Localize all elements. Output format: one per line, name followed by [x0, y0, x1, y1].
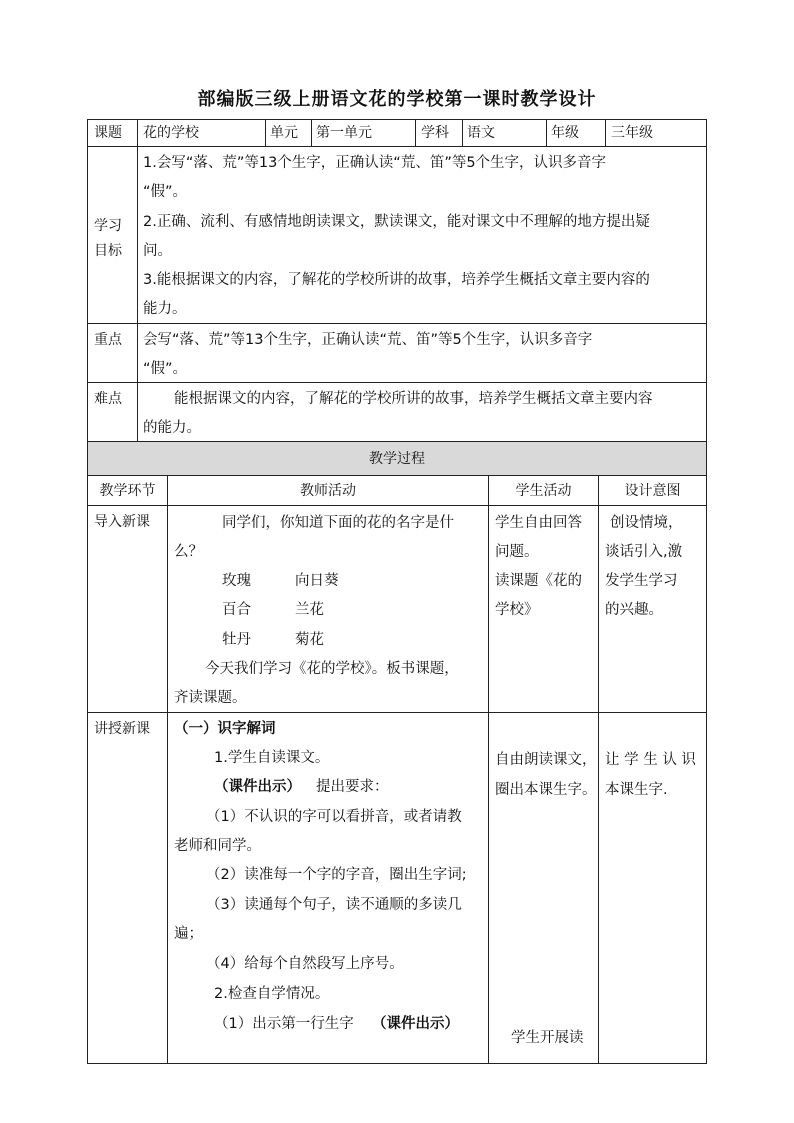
courseware-label: （课件出示） [372, 1016, 459, 1032]
lecture-student-line: 学生开展读 [511, 1030, 584, 1046]
intro-intent-line: 谈话引入,激 [605, 544, 683, 560]
document-title: 部编版三级上册语文花的学校第一课时教学设计 [197, 89, 597, 110]
goals-line: “假”。 [143, 184, 188, 200]
goals-line: 3.能根据课文的内容，了解花的学校所讲的故事，培养学生概括文章主要内容的 [143, 272, 650, 288]
lecture-substep: （1）出示第一行生字 [214, 1016, 354, 1032]
flower-sunflower: 向日葵 [295, 573, 339, 589]
lecture-stage: 讲授新课 [94, 721, 150, 737]
goals-label-line2: 目标 [94, 243, 122, 259]
column-header-teacher: 教师活动 [300, 483, 356, 499]
requirement-line: （1）不认识的字可以看拼音，或者请教 [206, 809, 462, 825]
unit-label: 单元 [270, 125, 298, 141]
difficulties-line: 的能力。 [143, 420, 201, 436]
process-header: 教学过程 [369, 451, 425, 467]
topic-label: 课题 [94, 125, 122, 141]
requirement-text: 提出要求： [316, 779, 389, 795]
section-title: （一）识字解词 [174, 721, 276, 737]
key-points-label: 重点 [94, 332, 122, 348]
subject-label: 学科 [421, 125, 449, 141]
column-header-intent: 设计意图 [624, 483, 681, 499]
unit-value: 第一单元 [316, 125, 372, 141]
lecture-student-line: 圈出本课生字。 [495, 782, 597, 798]
topic-value: 花的学校 [143, 125, 199, 141]
intro-teacher-line: 么？ [174, 544, 203, 560]
lecture-intent-line: 本课生字. [605, 782, 668, 798]
lecture-student-line: 自由朗读课文， [495, 752, 597, 768]
requirement-line: （4）给每个自然段写上序号。 [206, 956, 404, 972]
intro-intent-line: 的兴趣。 [605, 602, 663, 618]
intro-intent-line: 创设情境， [610, 515, 683, 531]
difficulties-label: 难点 [94, 391, 122, 407]
requirement-line: （3）读通每个句子，读不通顺的多读几 [206, 897, 462, 913]
flower-peony: 牡丹 [222, 632, 251, 648]
intro-stage: 导入新课 [94, 514, 150, 530]
flower-chrysanthemum: 菊花 [295, 632, 324, 648]
intro-student-line: 读课题《花的 [495, 573, 582, 589]
courseware-label: （课件出示） [214, 779, 301, 795]
flower-orchid: 兰花 [295, 602, 324, 618]
flower-rose: 玫瑰 [222, 573, 251, 589]
grade-label: 年级 [551, 125, 579, 141]
requirement-line: 老师和同学。 [174, 838, 261, 854]
goals-line: 1.会写“落、荒”等13个生字，正确认读“荒、笛”等5个生字，认识多音字 [143, 155, 607, 171]
key-points-line: 会写“落、荒”等13个生字，正确认读“荒、笛”等5个生字，认识多音字 [143, 332, 593, 348]
goals-label-line1: 学习 [94, 218, 122, 234]
intro-teacher-line: 同学们，你知道下面的花的名字是什 [222, 515, 454, 531]
goals-line: 2.正确、流利、有感情地朗读课文，默读课文，能对课文中不理解的地方提出疑 [143, 214, 650, 230]
intro-student-line: 问题。 [495, 544, 539, 560]
flower-lily: 百合 [222, 602, 251, 618]
lecture-step: 1.学生自读课文。 [214, 750, 330, 766]
difficulties-line: 能根据课文的内容，了解花的学校所讲的故事，培养学生概括文章主要内容 [174, 391, 653, 407]
intro-student-line: 学生自由回答 [495, 515, 582, 531]
intro-intent-line: 发学生学习 [605, 573, 678, 589]
column-header-student: 学生活动 [515, 483, 572, 499]
lecture-intent-line: 让 学 生 认 识 [605, 752, 696, 768]
key-points-line: “假”。 [143, 361, 188, 377]
requirement-line: 遍； [174, 926, 203, 942]
column-header-stage: 教学环节 [99, 483, 156, 499]
intro-student-line: 学校》 [495, 602, 539, 618]
lecture-step: 2.检查自学情况。 [214, 986, 330, 1002]
goals-line: 能力。 [143, 301, 187, 317]
intro-teacher-line: 齐读课题。 [174, 690, 247, 706]
grade-value: 三年级 [611, 125, 653, 141]
requirement-line: （2）读准每一个字的字音，圈出生字词; [206, 867, 467, 883]
intro-teacher-line: 今天我们学习《花的学校》。板书课题， [205, 661, 459, 677]
subject-value: 语文 [467, 125, 495, 141]
goals-line: 问。 [143, 243, 172, 259]
